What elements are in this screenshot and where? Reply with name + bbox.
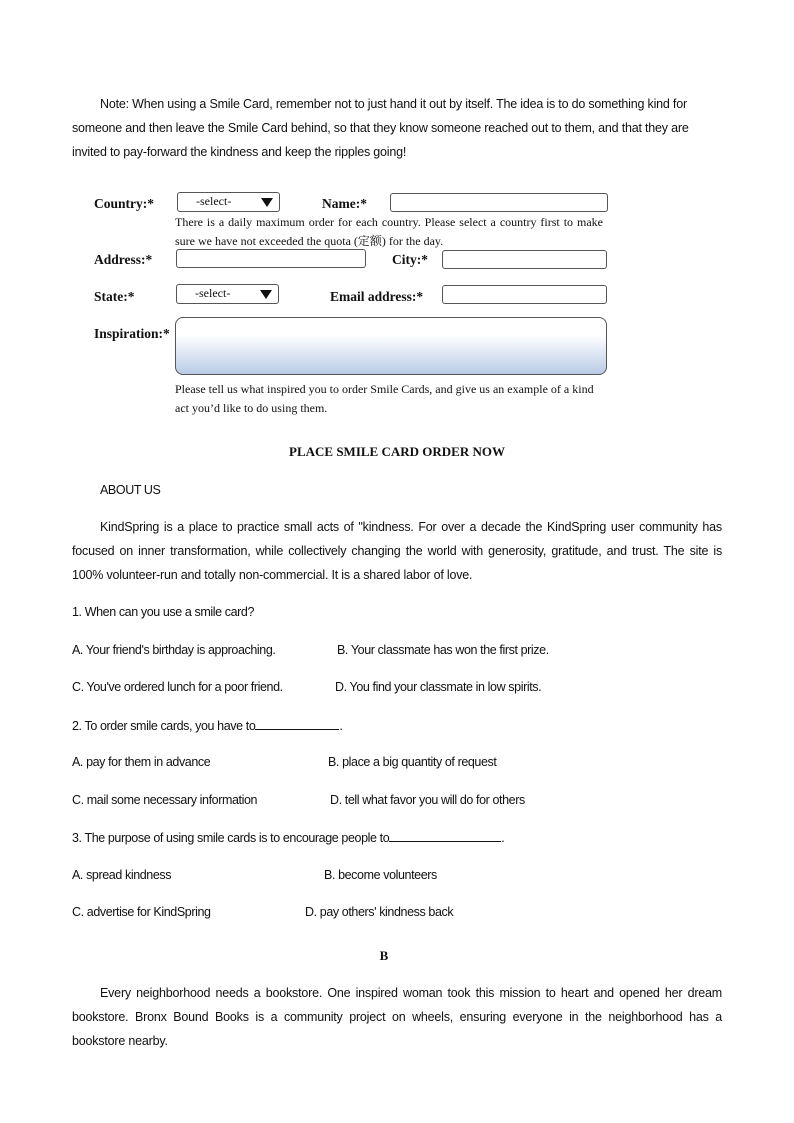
country-label: Country:* (94, 196, 154, 211)
country-select[interactable] (177, 192, 280, 212)
question-2-option-b: B. place a big quantity of request (328, 755, 497, 769)
city-input[interactable] (442, 250, 607, 269)
section-b-heading: B (379, 948, 389, 963)
note-paragraph: Note: When using a Smile Card, remember not to just hand it out by itself. The idea is to do something kind for someone and then leave the Smile Card behind, so that they know someone reached out to them, and that they are invited to pay-forward the kindness and keep the ripples going! (72, 97, 689, 159)
email-label: Email address:* (330, 289, 424, 304)
city-label: City:* (392, 252, 428, 267)
place-order-button[interactable]: PLACE SMILE CARD ORDER NOW (289, 444, 505, 459)
state-label: State:* (94, 289, 135, 304)
question-3-option-b: B. become volunteers (324, 868, 437, 882)
chevron-down-icon (260, 290, 272, 299)
inspiration-textarea[interactable] (175, 317, 607, 375)
question-2-option-c: C. mail some necessary information (72, 793, 258, 807)
country-hint: There is a daily maximum order for each country. Please select a country first to make sure we have not exceeded the quota (定额) for the day. (175, 215, 603, 248)
question-2-stem-text: 2. To order smile cards, you have to (72, 719, 256, 733)
question-2-stem-end: . (339, 719, 343, 733)
question-3-stem (72, 829, 504, 846)
address-input[interactable] (176, 249, 366, 268)
question-3-stem-text: 3. The purpose of using smile cards is to encourage people to (72, 831, 390, 845)
name-label: Name:* (322, 196, 367, 211)
inspiration-label: Inspiration:* (94, 326, 170, 341)
answer-blank (255, 717, 339, 730)
question-1-option-b: B. Your classmate has won the first prize. (337, 643, 549, 657)
about-paragraph: KindSpring is a place to practice small acts of "kindness. For over a decade the KindSpring user community has focused on inner transformation, while collectively changing the world with generosity, gratitude, and trust. The site is 100% volunteer-run and totally non-commercial. It is a shared labor of love. (72, 520, 722, 582)
question-1-option-d: D. You find your classmate in low spirits. (335, 680, 542, 694)
question-3-option-d: D. pay others' kindness back (305, 905, 454, 919)
email-input[interactable] (442, 285, 607, 304)
section-b-paragraph: Every neighborhood needs a bookstore. One inspired woman took this mission to heart and opened her dream bookstore. Bronx Bound Books is a community project on wheels, ensuring everyone in the neighborhood has a bookstore nearby. (72, 986, 722, 1048)
question-3-option-c: C. advertise for KindSpring (72, 905, 211, 919)
state-select[interactable] (176, 284, 279, 304)
address-label: Address:* (94, 252, 153, 267)
state-select-value: -select- (195, 286, 231, 300)
question-3-option-a: A. spread kindness (72, 868, 172, 882)
inspiration-hint: Please tell us what inspired you to order Smile Cards, and give us an example of a kind act you’d like to do using them. (175, 382, 594, 415)
country-select-value: -select- (196, 194, 232, 208)
question-3-stem-end: . (501, 831, 505, 845)
question-1-stem: 1. When can you use a smile card? (72, 605, 255, 619)
question-2-option-a: A. pay for them in advance (72, 755, 211, 769)
answer-blank (389, 829, 501, 842)
name-input[interactable] (390, 193, 608, 212)
question-1-option-a: A. Your friend's birthday is approaching. (72, 643, 276, 657)
question-2-stem (72, 717, 342, 734)
about-heading: ABOUT US (100, 483, 161, 497)
question-2-option-d: D. tell what favor you will do for others (330, 793, 525, 807)
chevron-down-icon (261, 198, 273, 207)
question-1-option-c: C. You've ordered lunch for a poor friend. (72, 680, 283, 694)
